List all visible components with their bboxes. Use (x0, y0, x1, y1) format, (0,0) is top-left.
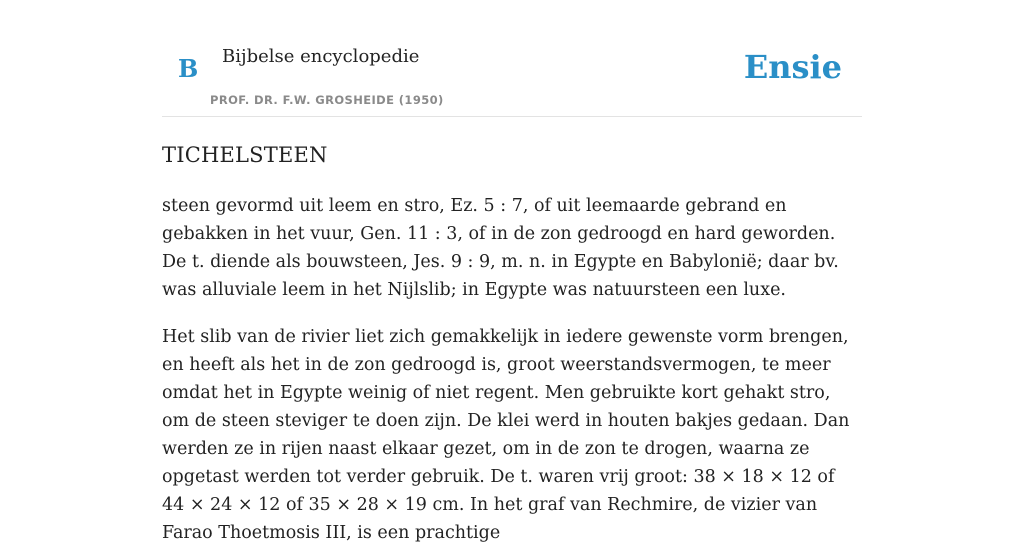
entry-content (162, 140, 862, 547)
book-title-link[interactable]: Bijbelse encyclopedie (222, 46, 420, 67)
book-header (162, 0, 862, 117)
entry-paragraph: steen gevormd uit leem en stro, Ez. 5 : 7, of uit leemaarde gebrand en gebakken in het vuur, Gen. 11 : 3, of in de zon gedroogd en hard geworden. De t. diende als bouwsteen, Jes. 9 : 9, m. n. in Egypte en Babylonië; daar bv. was alluviale leem in het Nijlslib; in Egypte was natuursteen een luxe. (162, 196, 839, 300)
ensie-logo-link[interactable]: Ensie (743, 48, 842, 86)
book-author: PROF. DR. F.W. GROSHEIDE (1950) (210, 93, 444, 107)
entry-paragraph: Het slib van de rivier liet zich gemakkelijk in iedere gewenste vorm brengen, en heeft als het in de zon gedroogd is, groot weerstandsvermogen, te meer omdat het in Egypte weinig of niet regent. Men gebruikte kort gehakt stro, om de steen steviger te doen zijn. De klei werd in houten bakjes gedaan. Dan werden ze in rijen naast elkaar gezet, om in de zon te drogen, waarna ze opgetast werden tot verder gebruik. De t. waren vrij groot: 38 × 18 × 12 of 44 × 24 × 12 of 35 × 28 × 19 cm. In het graf van Rechmire, de vizier van Farao Thoetmosis III, is een prachtige (162, 327, 850, 543)
book-initial-icon[interactable]: B (178, 54, 199, 83)
entry-title: TICHELSTEEN (162, 143, 328, 167)
